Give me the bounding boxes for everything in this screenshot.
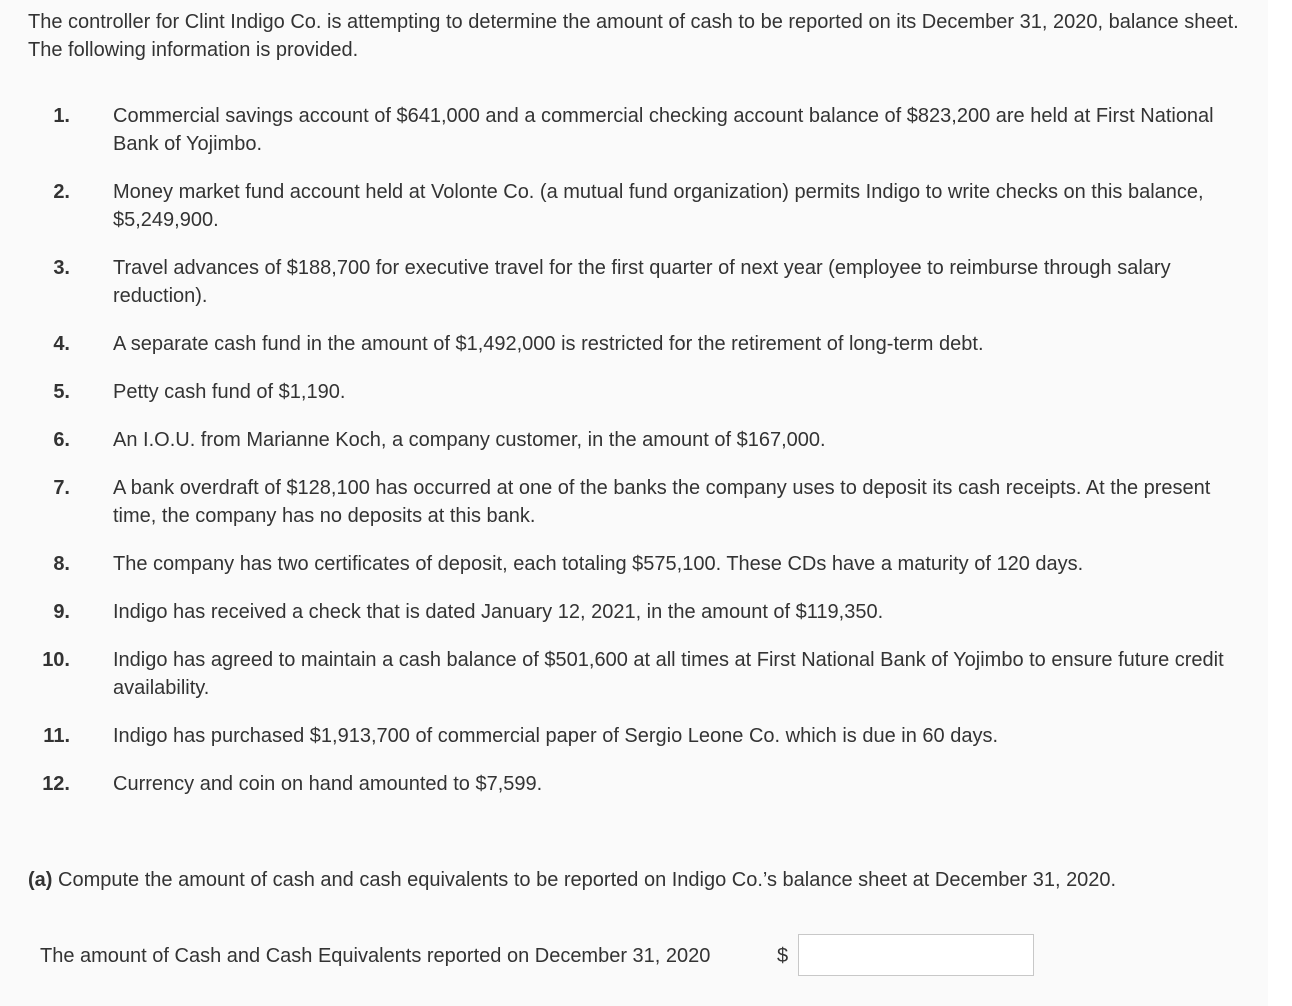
item-text: Petty cash fund of $1,190. [113,381,346,403]
item-text: Money market fund account held at Volonte Co. (a mutual fund organization) permits Indigo to write checks on this balance, $5,249,900. [113,181,1204,231]
question-prompt [28,866,1116,894]
cash-equivalents-input[interactable] [798,934,1034,976]
question-part-label: (a) [28,869,53,891]
item-text: Indigo has agreed to maintain a cash balance of $501,600 at all times at First National Bank of Yojimbo to ensure future credit availability. [113,649,1224,699]
item-text: Commercial savings account of $641,000 and a commercial checking account balance of $823,200 are held at First National Bank of Yojimbo. [113,105,1214,155]
item-text: A bank overdraft of $128,100 has occurred at one of the banks the company uses to deposit its cash receipts. At the present time, the company has no deposits at this bank. [113,477,1211,527]
item-number: 5. [53,381,70,403]
currency-symbol: $ [777,945,789,967]
item-text: An I.O.U. from Marianne Koch, a company customer, in the amount of $167,000. [113,429,826,451]
item-number: 8. [53,553,70,575]
item-number: 4. [53,333,70,355]
item-number: 7. [53,477,70,499]
item-text: A separate cash fund in the amount of $1,492,000 is restricted for the retirement of long-term debt. [113,333,984,355]
item-number: 6. [53,429,70,451]
item-number: 1. [53,105,70,127]
item-text: Travel advances of $188,700 for executive travel for the first quarter of next year (employee to reimburse through salary reduction). [113,257,1171,307]
question-text: Compute the amount of cash and cash equivalents to be reported on Indigo Co.’s balance sheet at December 31, 2020. [58,869,1117,891]
item-text: Indigo has purchased $1,913,700 of commercial paper of Sergio Leone Co. which is due in 60 days. [113,725,998,747]
item-number: 10. [42,649,70,671]
item-number: 2. [53,181,70,203]
item-text: The company has two certificates of deposit, each totaling $575,100. These CDs have a maturity of 120 days. [113,553,1084,575]
item-text: Currency and coin on hand amounted to $7,599. [113,773,543,795]
item-number: 12. [42,773,70,795]
item-text: Indigo has received a check that is dated January 12, 2021, in the amount of $119,350. [113,601,884,623]
item-number: 3. [53,257,70,279]
problem-intro: The controller for Clint Indigo Co. is attempting to determine the amount of cash to be reported on its December 31, 2020, balance sheet. The following information is provided. [28,11,1239,61]
answer-row [40,934,1040,978]
item-number: 9. [53,601,70,623]
answer-label: The amount of Cash and Cash Equivalents reported on December 31, 2020 [40,945,711,967]
item-number: 11. [43,725,70,747]
